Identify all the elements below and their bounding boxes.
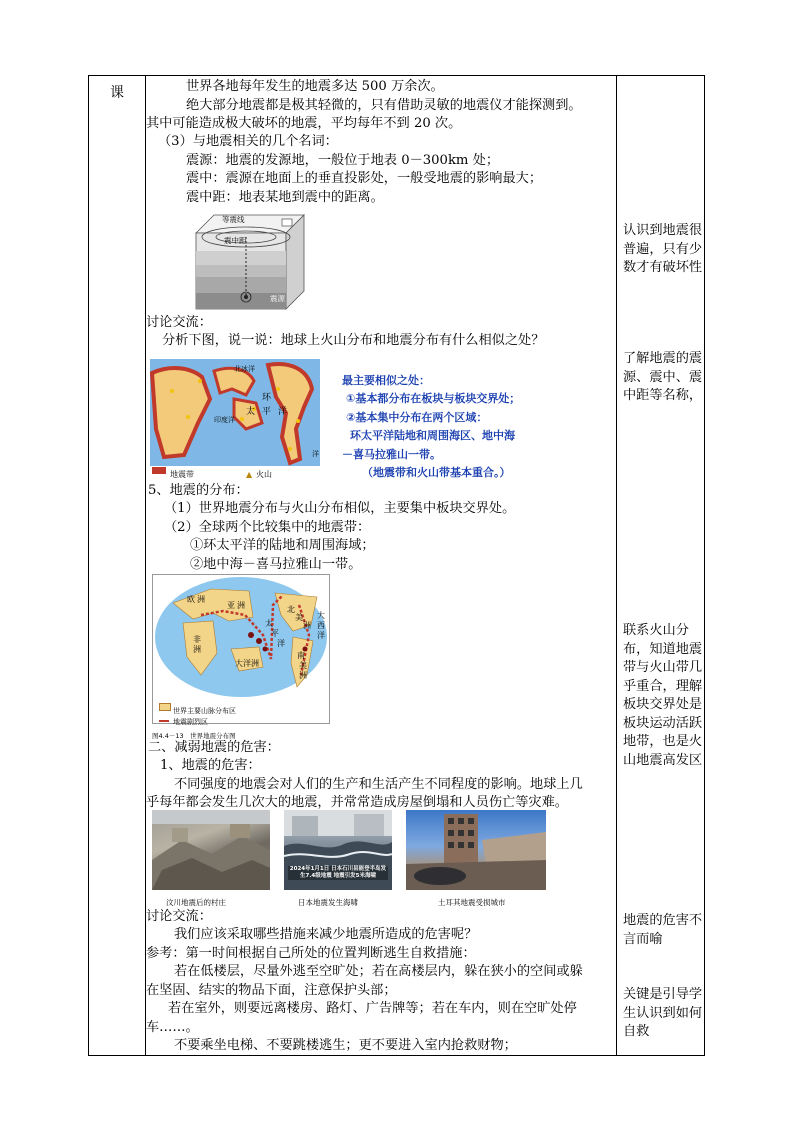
volcano-icon: ▲ bbox=[246, 470, 253, 479]
legend-label: 火山 bbox=[256, 470, 272, 479]
map-label: 印度洋 bbox=[214, 416, 235, 424]
map-label: 大 bbox=[317, 611, 325, 620]
map-label: 洋 bbox=[317, 631, 325, 640]
text-line: 二、减弱地震的危害： bbox=[148, 740, 280, 755]
text-line: 在坚固、结实的物品下面，注意保护头部； bbox=[146, 983, 397, 998]
map-label: 洲 bbox=[303, 621, 311, 630]
photo-overlay-text: 2024年1月1日 日本石川县能登半岛发生7.4级地震 地震引发5米海啸 bbox=[289, 866, 387, 879]
text-line: 乎每年都会发生几次大的地震，并常常造成房屋倒塌和人员伤亡等灾难。 bbox=[146, 795, 568, 810]
side-note: 关键是引导学生认识到如何自救 bbox=[623, 987, 703, 1039]
mountain-swatch bbox=[159, 703, 171, 711]
photo-turkey-city bbox=[406, 810, 546, 890]
text-line: 震源：地震的发源地，一般位于地表 0－300km 处； bbox=[186, 153, 500, 168]
map-label: 欧 bbox=[187, 595, 195, 604]
world-earthquake-map bbox=[152, 574, 330, 724]
map-legend bbox=[150, 466, 320, 479]
photo-caption: 日本地震发生海啸 bbox=[298, 898, 358, 907]
text-line: 绝大部分地震都是极其轻微的，只有借助灵敏的地震仪才能探测到。 bbox=[186, 98, 582, 113]
map-label: 平 bbox=[271, 629, 279, 638]
note-line: ①基本都分布在板块与板块交界处； bbox=[346, 392, 521, 405]
map-label: 美 bbox=[299, 661, 307, 670]
map-label: 洲 bbox=[299, 671, 307, 680]
side-note: 了解地震的震源、震中、震中距等名称， bbox=[623, 351, 703, 403]
map-label: 环 bbox=[262, 393, 272, 403]
map-label: 洲 bbox=[193, 645, 201, 654]
text-line: 我们应该采取哪些措施来减少地震所造成的危害呢？ bbox=[174, 927, 478, 942]
map-label: 非 bbox=[193, 635, 201, 644]
text-line: 其中可能造成极大破坏的地震，平均每年不到 20 次。 bbox=[146, 116, 462, 131]
text-line: 不要乘坐电梯、不要跳楼逃生；更不要进入室内抢救财物； bbox=[174, 1038, 517, 1053]
side-note: 认识到地震很普遍，只有少数才有破坏性 bbox=[623, 223, 703, 275]
photo-caption: 土耳其地震受损城市 bbox=[438, 898, 506, 907]
text-line: 不同强度的地震会对人们的生产和生活产生不同程度的影响。地球上几 bbox=[174, 777, 583, 792]
legend-label: 世界主要山脉分布区 bbox=[173, 707, 236, 715]
text-line: 分析下图，说一说：地球上火山分布和地震分布有什么相似之处？ bbox=[162, 333, 545, 348]
diagram-label: 震中距 bbox=[224, 236, 247, 245]
map-label: 大洋洲 bbox=[235, 659, 259, 668]
map-label: 平 bbox=[262, 407, 272, 417]
row-label: 课 bbox=[110, 85, 124, 101]
text-line: 5、地震的分布： bbox=[148, 483, 249, 498]
note-line: （地震带和火山带基本重合。） bbox=[362, 466, 511, 479]
note-line: －喜马拉雅山一带。 bbox=[342, 448, 441, 461]
side-note: 联系火山分布，知道地震带与火山带几乎重合，理解板块交界处是板块运动活跃地带，也是火山地震高发区 bbox=[623, 623, 703, 768]
earthquake-block-diagram bbox=[184, 211, 308, 311]
map-label: 北 bbox=[287, 605, 295, 614]
side-note: 地震的危害不言而喻 bbox=[623, 913, 703, 947]
text-line: ②地中海－喜马拉雅山一带。 bbox=[190, 557, 362, 572]
text-line: 世界各地每年发生的地震多达 500 万余次。 bbox=[186, 79, 444, 94]
text-line: （1）世界地震分布与火山分布相似，主要集中板块交界处。 bbox=[164, 501, 516, 516]
map-label: 美 bbox=[295, 613, 303, 622]
map-label: 洲 bbox=[237, 601, 245, 610]
map-label: 洋 bbox=[278, 407, 288, 417]
text-line: 讨论交流： bbox=[146, 315, 212, 330]
note-line: 环太平洋陆地和周围海区、地中海 bbox=[350, 429, 515, 442]
text-line: 讨论交流： bbox=[146, 909, 212, 924]
volcano-earthquake-map bbox=[150, 359, 320, 466]
text-line: 车……。 bbox=[146, 1020, 199, 1035]
lesson-content bbox=[146, 76, 616, 1055]
map-label: 西 bbox=[317, 621, 325, 630]
figure-caption: 图4.4－13 世界地震分布图 bbox=[152, 732, 236, 740]
text-line: 1、地震的危害： bbox=[160, 758, 261, 773]
map-label: 洋 bbox=[312, 450, 319, 458]
text-line: （3）与地震相关的几个名词： bbox=[158, 134, 338, 149]
lesson-table bbox=[88, 75, 705, 1056]
map-label: 太 bbox=[246, 407, 256, 417]
map-label: 洲 bbox=[197, 595, 205, 604]
quake-zone-swatch bbox=[159, 714, 169, 722]
legend-label: 地震带 bbox=[170, 470, 194, 479]
map-label: 亚 bbox=[227, 601, 235, 610]
photo-caption: 汶川地震后的村庄 bbox=[166, 898, 226, 907]
similarity-notes bbox=[342, 372, 532, 482]
text-line: 若在低楼层，尽量外逃至空旷处；若在高楼层内，躲在狭小的空间或躲 bbox=[174, 964, 583, 979]
map-label: 南 bbox=[297, 651, 305, 660]
text-line: ①环太平洋的陆地和周围海域； bbox=[190, 538, 375, 553]
text-line: 若在室外，则要远离楼房、路灯、广告牌等；若在车内，则在空旷处停 bbox=[168, 1001, 577, 1016]
quake-belt-swatch bbox=[152, 467, 166, 474]
photo-japan-tsunami bbox=[284, 810, 392, 890]
text-line: （2）全球两个比较集中的地震带： bbox=[164, 520, 371, 535]
legend-label: 地震剧烈区 bbox=[173, 718, 208, 726]
diagram-label: 震源 bbox=[270, 294, 285, 303]
photo-wenchuan bbox=[152, 810, 270, 890]
text-line: 震中：震源在地面上的垂直投影处，一般受地震的影响最大； bbox=[186, 171, 543, 186]
note-line: ②基本集中分布在两个区域： bbox=[346, 411, 488, 424]
text-line: 震中距：地表某地到震中的距离。 bbox=[186, 190, 384, 205]
map-label: 北冰洋 bbox=[234, 365, 255, 373]
diagram-label: 等震线 bbox=[222, 215, 245, 224]
note-line: 最主要相似之处： bbox=[342, 374, 430, 387]
map-label: 洋 bbox=[277, 639, 285, 648]
text-line: 参考：第一时间根据自己所处的位置判断逃生自救措施： bbox=[146, 946, 476, 961]
map-label: 太 bbox=[265, 619, 273, 628]
